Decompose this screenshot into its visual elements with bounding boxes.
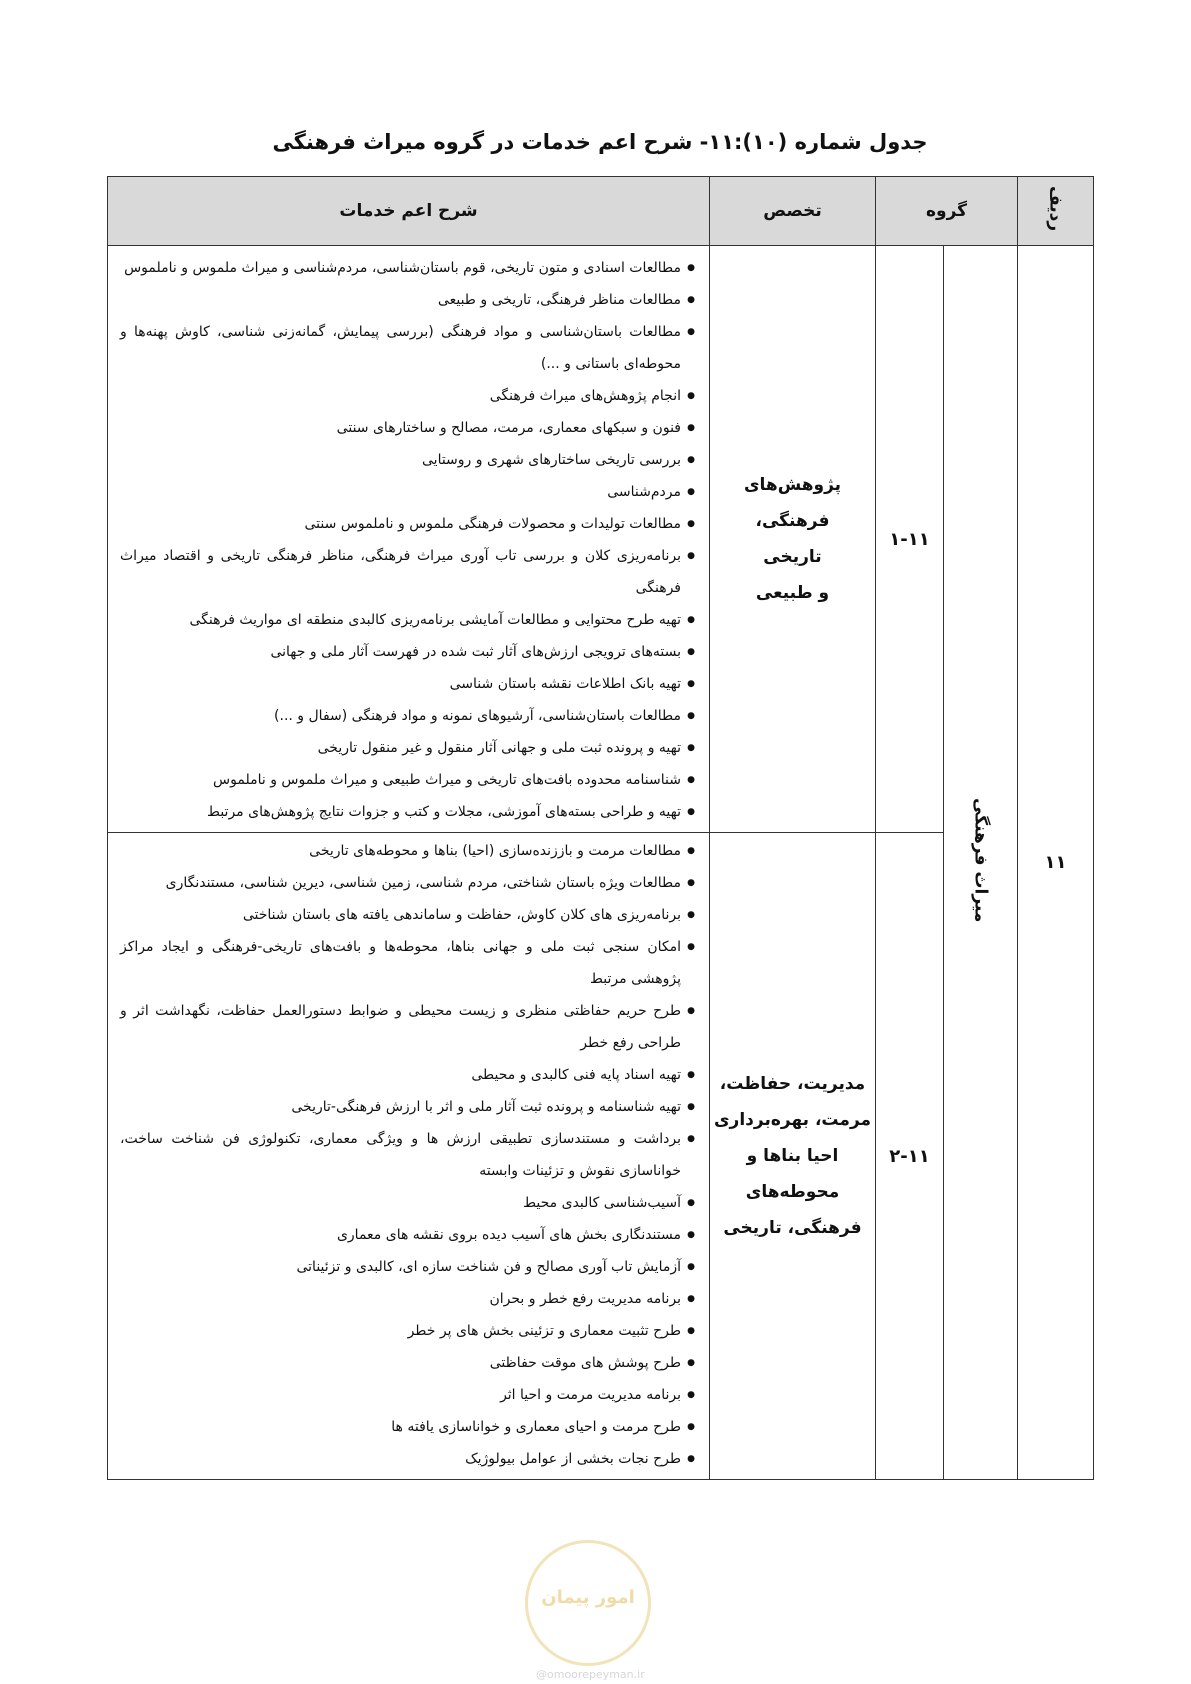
list-item: ● تهیه شناسنامه و پرونده ثبت آثار ملی و اثر با ارزش فرهنگی-تاریخی	[120, 1091, 695, 1123]
list-item: ● مطالعات مرمت و باززنده‌سازی (احیا) بناها و محوطه‌های تاریخی	[120, 835, 695, 867]
list-item: ● برنامه مدیریت رفع خطر و بحران	[120, 1283, 695, 1315]
list-item: ● مردم‌شناسی	[120, 476, 695, 508]
list-item: ● مطالعات ویژه باستان شناختی، مردم شناسی، زمین شناسی، دیرین شناسی، مستندنگاری	[120, 867, 695, 899]
services-list	[108, 833, 709, 1479]
list-item: ● شناسنامه محدوده بافت‌های تاریخی و میراث طبیعی و میراث ملموس و ناملموس	[120, 764, 695, 796]
list-item: ● تهیه و طراحی بسته‌های آموزشی، مجلات و کتب و جزوات نتایج پژوهش‌های مرتبط	[120, 796, 695, 828]
section-code: ۲-۱۱	[876, 833, 944, 1480]
list-item: ● مطالعات باستان‌شناسی و مواد فرهنگی (بررسی پیمایش، گمانه‌زنی شناسی، کاوش پهنه‌ها و محوطه‌ای باستانی و ...)	[120, 316, 695, 380]
services-table	[107, 176, 1094, 1480]
specialty-cell: پژوهش‌های فرهنگی، تاریخی و طبیعی	[710, 246, 876, 833]
list-item: ● برداشت و مستندسازی تطبیقی ارزش ها و ویژگی معماری، تکنولوژی فن شناخت ساخت، خواناسازی نقوش و تزئینات وابسته	[120, 1123, 695, 1187]
list-item: ● فنون و سبکهای معماری، مرمت، مصالح و ساختارهای سنتی	[120, 412, 695, 444]
list-item: ● آسیب‌شناسی کالبدی محیط	[120, 1187, 695, 1219]
list-item: ● طرح پوشش های موقت حفاظتی	[120, 1347, 695, 1379]
list-item: ● مطالعات مناظر فرهنگی، تاریخی و طبیعی	[120, 284, 695, 316]
list-item: ● آزمایش تاب آوری مصالح و فن شناخت سازه ای، کالبدی و تزئیناتی	[120, 1251, 695, 1283]
radif-number: ۱۱	[1018, 246, 1094, 1480]
header-specialty: تخصص	[710, 177, 876, 246]
list-item: ● تهیه طرح محتوایی و مطالعات آمایشی برنامه‌ریزی کالبدی منطقه ای مواریث فرهنگی	[120, 604, 695, 636]
list-item: ● امکان سنجی ثبت ملی و جهانی بناها، محوطه‌ها و بافت‌های تاریخی-فرهنگی و ایجاد مراکز پژوهشی مرتبط	[120, 931, 695, 995]
list-item: ● مستندنگاری بخش های آسیب دیده بروی نقشه های معماری	[120, 1219, 695, 1251]
header-services: شرح اعم خدمات	[108, 177, 710, 246]
list-item: ● برنامه‌ریزی کلان و بررسی تاب آوری میراث فرهنگی، مناظر فرهنگی تاریخی و اقتصاد میراث فرهنگی	[120, 540, 695, 604]
section-code: ۱-۱۱	[876, 246, 944, 833]
list-item: ● طرح حریم حفاظتی منظری و زیست محیطی و ضوابط دستورالعمل حفاظت، نگهداشت اثر و طراحی رفع خطر	[120, 995, 695, 1059]
group-name: میراث فرهنگی	[944, 246, 1018, 1480]
list-item: ● انجام پژوهش‌های میراث فرهنگی	[120, 380, 695, 412]
list-item: ● طرح تثبیت معماری و تزئینی بخش های پر خطر	[120, 1315, 695, 1347]
table-row	[108, 246, 1094, 833]
list-item: ● برنامه مدیریت مرمت و احیا اثر	[120, 1379, 695, 1411]
services-list	[108, 246, 709, 832]
services-cell	[108, 246, 710, 833]
list-item: ● تهیه اسناد پایه فنی کالبدی و محیطی	[120, 1059, 695, 1091]
list-item: ● تهیه بانک اطلاعات نقشه باستان شناسی	[120, 668, 695, 700]
header-radif: ردیف	[1018, 177, 1094, 246]
list-item: ● بررسی تاریخی ساختارهای شهری و روستایی	[120, 444, 695, 476]
watermark-logo: امور پیمان	[525, 1540, 651, 1666]
list-item: ● مطالعات اسنادی و متون تاریخی، قوم باستان‌شناسی، مردم‌شناسی و میراث ملموس و ناملموس	[120, 252, 695, 284]
list-item: ● مطالعات تولیدات و محصولات فرهنگی ملموس و ناملموس سنتی	[120, 508, 695, 540]
table-header-row	[108, 177, 1094, 246]
services-cell	[108, 833, 710, 1480]
page-title: جدول شماره (۱۰):۱۱- شرح اعم خدمات در گروه میراث فرهنگی	[272, 130, 928, 154]
list-item: ● تهیه و پرونده ثبت ملی و جهانی آثار منقول و غیر منقول تاریخی	[120, 732, 695, 764]
list-item: ● مطالعات باستان‌شناسی، آرشیوهای نمونه و مواد فرهنگی (سفال و ...)	[120, 700, 695, 732]
specialty-cell: مدیریت، حفاظت، مرمت، بهره‌برداری احیا بناها و محوطه‌های فرهنگی، تاریخی	[710, 833, 876, 1480]
header-group: گروه	[876, 177, 1018, 246]
list-item: ● طرح مرمت و احیای معماری و خواناسازی یافته ها	[120, 1411, 695, 1443]
watermark-url: @omoorepeyman.ir	[536, 1668, 645, 1681]
list-item: ● برنامه‌ریزی های کلان کاوش، حفاظت و ساماندهی یافته های باستان شناختی	[120, 899, 695, 931]
list-item: ● بسته‌های ترویجی ارزش‌های آثار ثبت شده در فهرست آثار ملی و جهانی	[120, 636, 695, 668]
list-item: ● طرح نجات بخشی از عوامل بیولوژیک	[120, 1443, 695, 1475]
